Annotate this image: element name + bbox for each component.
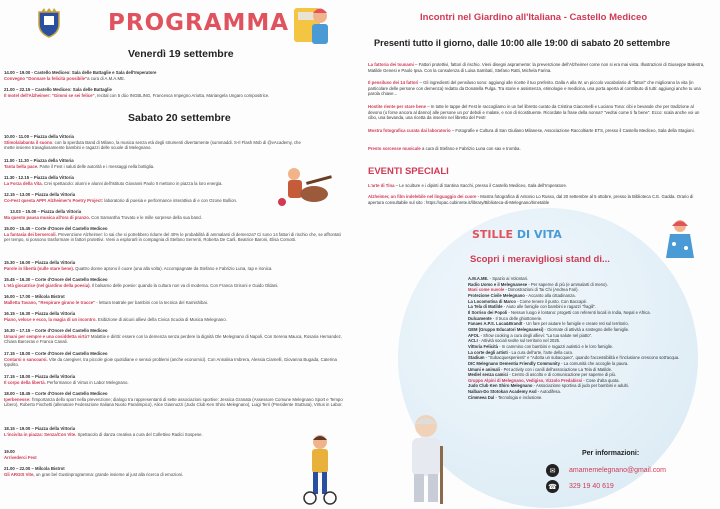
list-item: Cimmeea Dal - Tecnologia e inclusione. [468, 394, 543, 400]
evento-speciale-item: Alzheimer, un film indelebile nel linguaggio dei cuore - Mostra fotografica di Antonio Lo Russo, dal 20 settembre al 5 ottobre, presso la Biblioteca C.E. Gadda. Orario di apertura consultabile sul sito : https://opac.cubinrete.it/library/Biblioteca-di-Melegnano/timetable [368, 194, 694, 205]
envelope-icon: ✉ [546, 464, 559, 477]
event-item: 15.45 – 16.30 – Corte d'Onore del Castello Mediceo L'età giocatrice (nel giardino della poesia). Il balsamo delle poesie: quando la cultura non va di moderna. Con Franca Grisoni e Guido Oldani. [4, 277, 279, 288]
event-item: 18.15 – 19.00 – Piazza della Vittoria L'incivita in piazza: Senza/Con Vite. Spettacolo di danza creativa a cura del Collettivo Radici Sospese. [4, 426, 203, 437]
elderly-man-illustration-icon [392, 410, 462, 508]
list-item: ACLI - Attività sociali svolte sul territorio nel 2025. [468, 338, 561, 344]
page-title: PROGRAMMA [108, 10, 290, 36]
list-item: Umani e animali - Pet activity con i canili dell'associazione La Tela di Matilde. [468, 366, 613, 372]
email-text[interactable]: amamemelegnano@gmail.com [569, 467, 666, 474]
list-item: Radio Uomo e il Melegnanese - Per saperne di più (e ammalarti di meno). [468, 281, 608, 287]
list-item: La corte degli artisti - La cura dell'arte, l'arte della cura. [468, 349, 573, 355]
stand-heading: Scopri i meravigliosi stand di... [470, 254, 610, 265]
event-item: 17.15 – 18.00 – Corte d'Onore del Castello Mediceo Contarsi o sancoarsi. Vite da caregiver, tra piccole gioie quotidiane e sensoi problemi (anche economici). Con Annalisa Imbrera, Alessia Ciamelli, Giovanna Bugada, Caterina Ippolito. [4, 351, 337, 368]
event-item: 16.30 – 17.15 – Corte d'Onore del Castello Mediceo Umani per sempre e una cosiddetta virtù? Malattie e diritti: essere con la demenza senza perdere la dignità Ole Melegnano di Napoli. Con Serena Mauca, Rosaria Hernandez, Chiara Barceras e Franca Canali. [4, 328, 342, 345]
incontro-item: Il pensiluso dei 14 fattori – Gli ingredienti del pensiluso sono: aggiungi alle ricette il tuo preferito. Dalla A alla W, un piccolo vocabolario di "fattori" che migliorano la vita (in particolare delle persone con demenza) redatto da Donatella Pulga. Tra storie e assistenza, etimologie e medicina, una porta aperta al contributo di tutti: aggiungi anche tu una parola chiave... [368, 80, 701, 97]
list-item: DIC Melegnano Dementia Friendly Community - La comunità che accoglie la paura. [468, 360, 629, 366]
event-item: 21.00 – 22.00 – Milcola Bistrot Gli ARGIS Vite, un gran bel Gustinprogramma: grande insieme al just alla ricerca di emozioni. [4, 466, 184, 477]
day-heading-friday: Venerdì 19 settembre [128, 48, 234, 60]
event-item: 10.00 - 11.00 – Piazza della Vittoria Stimolalabanta il suono. con la sperduta Band di Milano, la musica senza età degli strumenti divertamente (summaddi. S-Il Flash Mob di @vAcademy, che mette insieme travagliosamente bambini e ragazzi delle scuole di Melegnano. [4, 134, 301, 151]
event-item: 21.00 – 22.15 – Castello Mediceo: Sala delle Battaglie Il motel dell'Alzheimer: "Gimmi se sei felice", recital con 5 dúo INGBLING, Francesca Impegno Ariotta, Mariangela Ungaro compositrice. [4, 87, 270, 98]
info-heading: Per informazioni: [582, 450, 640, 457]
list-item: Gruppo Alpini di Melegnano, Vedigiso, Vizzolo Predabissi - Cose d'alta quota. [468, 377, 620, 383]
event-item: 11.30 - 12.15 – Piazza della Vittoria La Forza della Vita. Crei spettacolo: alunni e alunni dell'Istituto Giovanni Paolo II mettono in piazza la loro energia. [4, 175, 223, 186]
incontro-item: Presto sorcesse musicale a cura di Stefano e Fabrizio Luna con sax e tromba. [368, 146, 521, 151]
incontri-subtitle: Presenti tutto il giorno, dalle 10:00 alle 19:00 di sabato 20 settembre [374, 38, 671, 48]
municipal-crest-icon [36, 8, 62, 38]
phone-text[interactable]: 329 19 40 619 [569, 483, 614, 490]
event-item: 12.15 – 13.00 – Piazza della Vittoria Co-Fest questa APP! Alzheimer's Poetry Project: laboratorio di poesia e performance interattiva di e con Ozone Bullion. [4, 192, 238, 203]
incontro-item: Hostite riente per stare bene – In tutte le tappe del Fest le raccogliamo in un bel libretto curato da Cristina Giacomelli e Luciano Tona: cibi e bevande che per tradizione al devono (o forse ancora al danno) alle persone un po' deboli e malate, e non di ricostituente. Ricordate la frase della nonna? "vedrai come ti fa bene". Ecco: scala anche voi un cibo, una bevanda, una ricetta da inserire nel libretto del Fest! [368, 104, 700, 121]
stand-list [468, 276, 718, 400]
list-item: Mediel senza camici - Centro di ascolto e di comunicazione per saperne di più. [468, 372, 617, 378]
event-item: 16.15 – 16.30 – Piazza della Vittoria Piano, veloce e ecco, la magia di un incontro. Esibizione di alcuni allievi della Civica Scuola di Musica Melegnano. [4, 311, 227, 322]
event-item: 17.15 – 18.00 – Piazza della Vittoria Il corpo della libertà. Performance di Virtus in Labor Melegnano. [4, 374, 129, 385]
event-item: 13.03 – 15.00 – Piazza della Vittoria Ma questo pausa musica all'ora di pranzo. Con Samantha Trovato e le mille sorprese della sua band. [4, 209, 202, 220]
event-item: 18.00 – 18.45 – Corte d'Onore del Castello Mediceo Iperbenesse: l'importanza dello sport nella prevenzione; dialogo tra rappresentanti di sette associazioni sportive: Jessica Granata (Assessore Comune Melegnano Sport e Tempo Libero), Roberto Fischetti (allenatore Federazione Italiana Nuoto Paralimpico), Alice Giannuzzi (Judo Club Ken Shiro Melegnano), Luigi Terri (Presidente StuDuta), Virtus in Labor. [4, 391, 343, 408]
event-item: 14.00 – 19.00 - Castello Mediceo: Sala delle Battaglie e Sala dell'Imperatore Convegno "Donnare la felicità possibile"a cura di A.M.A.ME. [4, 70, 157, 81]
list-item: Judo Club Ken Shiro Melegnano - Associazione sportiva di judo per bambini e adulti. [468, 383, 629, 389]
incontri-title: Incontri nel Giardino all'Italiana - Castello Mediceo [420, 12, 648, 23]
list-item: Fanaes A.P.S. Luca&Brandt - Un fare per aiutare le famiglie e creare reti sul territorio. [468, 321, 629, 327]
incontri-panel [362, 0, 720, 509]
evento-speciale-item: L'arte di Tina – Le sculture e i dipinti di Santina Sacchi, presso il Castello Mediceo, Sala dell'Imperatore. [368, 183, 568, 188]
incontro-item: Mostra fotografica curata dai laboratorio – Fotografie e Cultura di San Giuliano Milanese, Associazione Raccoltiarte ETS, presso il Castello Mediceo, Sala della Stagioni. [368, 128, 695, 133]
phone-icon: ☎ [546, 480, 559, 493]
event-item: 15.30 – 16.00 – Piazza della Vittoria Parole in libertà (sulle stare bene). Quattro donne aprono il cuore (una alla volta). Accompagnate da Stefano e Fabrizio Luna, rap e ironica. [4, 260, 273, 271]
cyclist-illustration-icon [300, 432, 340, 506]
list-item: Stadium - "Subacquesperienti" e "Adotta un subacqueo", quando l'accessibilità e l'inclusione crescono sott'acqua. [468, 355, 680, 361]
list-item: Vittoria Felicità - In cammino con bambini e ragazzi autistici e le loro famiglie. [468, 343, 614, 349]
list-item: Protezione Civile Melegnano - Accanto alla cittadinanza. [468, 292, 576, 298]
phone-contact[interactable] [546, 480, 614, 493]
event-item: 19.00 Arrivederci Fest [4, 449, 37, 460]
day-heading-saturday: Sabato 20 settembre [128, 112, 231, 124]
list-item: La Locomotiva di Marco - Come tenere il punto. Con Baccapé. [468, 298, 588, 304]
stille-di-vita-logo: STILLE DI VITA [472, 228, 562, 241]
event-item: 16.00 – 17.00 – Milcola Bistrot Malletta Tavano, "Respirare girano le tracce" - lettura teatrale per bambini con la tecnica del Kamishibai. [4, 294, 208, 305]
list-item: GEM (Gruppo Educatori Melegnanesi) - Giornate di attività a sostegno delle famiglie. [468, 326, 630, 332]
list-item: Il Sorriso dei Popoli - Nessun luogo è lontano: progetti con referenti locali in India, Nepal e Africa. [468, 309, 651, 315]
list-item: Nalban-Do Stotokan Academy Asd - Autodifesa. [468, 389, 562, 395]
list-item: La Tela di Matilde - Aiuto alle famiglie con bambini e ragazzi "fragili". [468, 304, 597, 310]
list-item: Dulcamente - Il truco delle ghiottonerie. [468, 315, 543, 321]
email-contact[interactable] [546, 464, 666, 477]
list-item: A.M.A.ME. - Spazio ai Volontari. [468, 276, 529, 281]
list-item: AFOL - Show cooking a cura degli allievi: "La tua salute nel piatto". [468, 332, 593, 338]
event-item: 11.00 - 11.30 – Piazza della Vittoria Tanta bella pace. Parte il Fest i saluti delle autorità e i messaggi nella bottiglia. [4, 158, 155, 169]
child-reading-illustration-icon [288, 4, 332, 50]
incontro-item: La fattoria dei tsunami – Fattori protettivi, fattori di rischio. Vieni disegni aspramente: la prevenzione dell'Alzheimer come non si era mai vista. Illustrazioni di Giuseppe Balestra, Matilde Genesi e Paolo Ipsa. Con la consulenza di Luisa Sambati, Stefano Ratti, Michela Farina. [368, 62, 705, 73]
dancing-figure-illustration-icon [662, 218, 698, 264]
musician-illustration-icon [272, 164, 336, 214]
list-item: Mani come nuvole - Dimostrazioni di Tai Chi (Andrea Fari). [468, 287, 579, 293]
eventi-speciali-heading: EVENTI SPECIALI [368, 166, 449, 177]
event-item: 15.00 – 15.45 – Corte d'Onore del Castello Mediceo La fantasia dei bersercoli. Prevenzione Alzheimer: lo sai che si potrebbero ridurre del 40% le probabilità di ammalarsi di demenza? Ci sono 14 fattori di rischio che, se affrontati per tempo, si possono trasformare in fattori protettivi. Vieni a esplorarli in compagnia di Stefano Serrenti, Roberta De Carli, Beatrice Baroni, Elisa Comotti. [4, 226, 341, 243]
